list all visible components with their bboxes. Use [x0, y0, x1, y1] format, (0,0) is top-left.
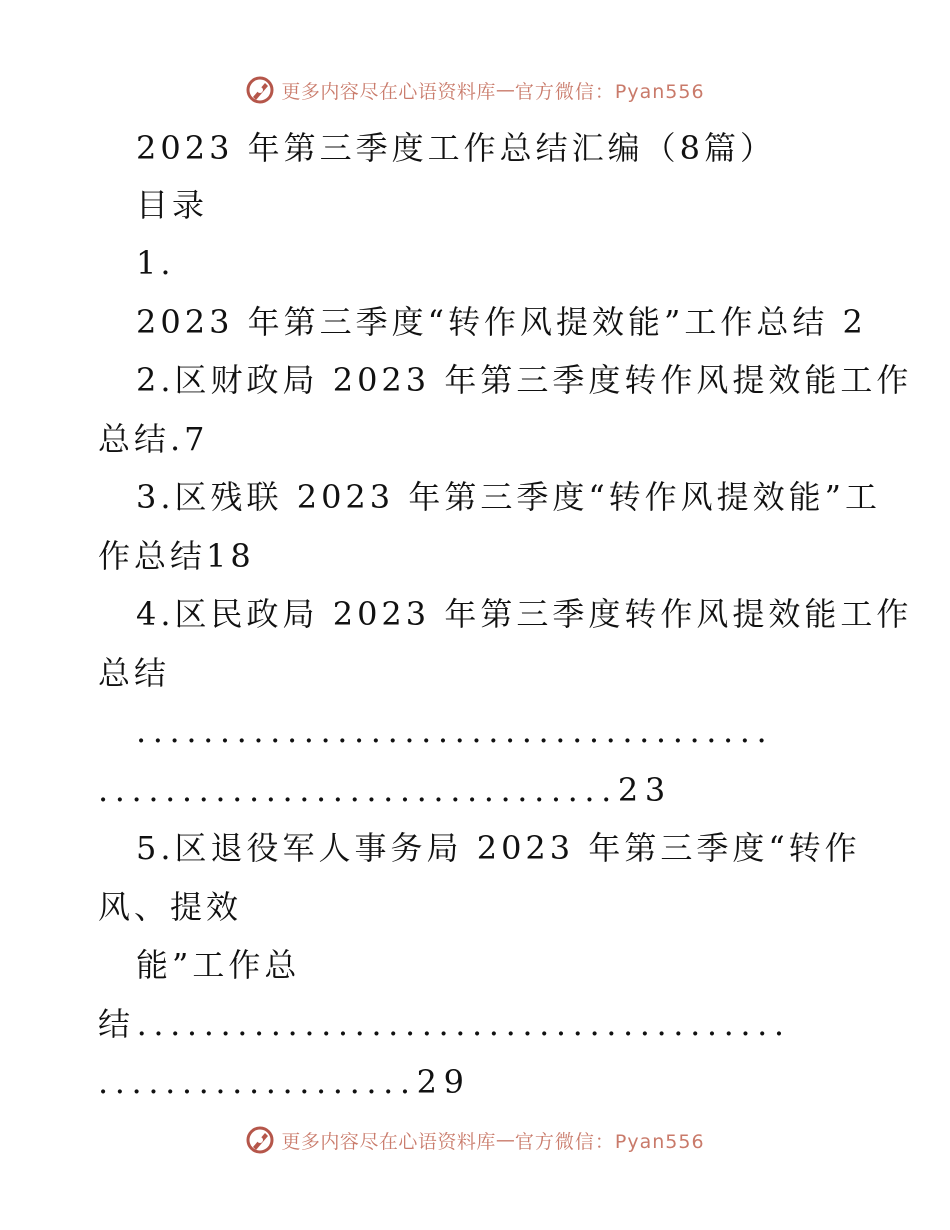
toc-line: 风、提效 [98, 888, 243, 926]
document-title: 2023 年第三季度工作总结汇编（8篇） [136, 129, 776, 167]
toc-leader-dots: ...............................23 [98, 771, 672, 809]
toc-line: 5.区退役军人事务局 2023 年第三季度“转作 [136, 829, 861, 867]
toc-line: 能”工作总 [136, 946, 301, 984]
pen-seal-logo-icon [245, 1125, 275, 1155]
toc-leader-dots: ...................29 [98, 1063, 471, 1101]
watermark-wechat-text: 官方微信：Pyan556 [514, 80, 705, 103]
watermark-dash: — [495, 1129, 515, 1151]
toc-line: 2.区财政局 2023 年第三季度转作风提效能工作 [136, 361, 913, 399]
watermark-site-text: 更多内容尽在心语资料库 [281, 80, 496, 103]
toc-heading: 目录 [136, 186, 209, 224]
watermark-wechat-text: 官方微信：Pyan556 [514, 1130, 705, 1153]
toc-leader-dots: ...................................... [136, 712, 774, 750]
toc-line: 总结 [98, 654, 171, 692]
footer-watermark [0, 1120, 950, 1160]
toc-leader-dots: 结....................................... [98, 1005, 791, 1043]
toc-line: 2023 年第三季度“转作风提效能”工作总结 2 [136, 303, 867, 341]
watermark-site-text: 更多内容尽在心语资料库 [281, 1130, 496, 1153]
toc-line: 4.区民政局 2023 年第三季度转作风提效能工作 [136, 595, 913, 633]
toc-line: 总结.7 [98, 420, 209, 458]
toc-line: 3.区残联 2023 年第三季度“转作风提效能”工 [136, 478, 882, 516]
watermark-dash: — [495, 79, 515, 101]
toc-line: 1. [136, 244, 175, 282]
toc-line: 作总结18 [98, 537, 255, 575]
